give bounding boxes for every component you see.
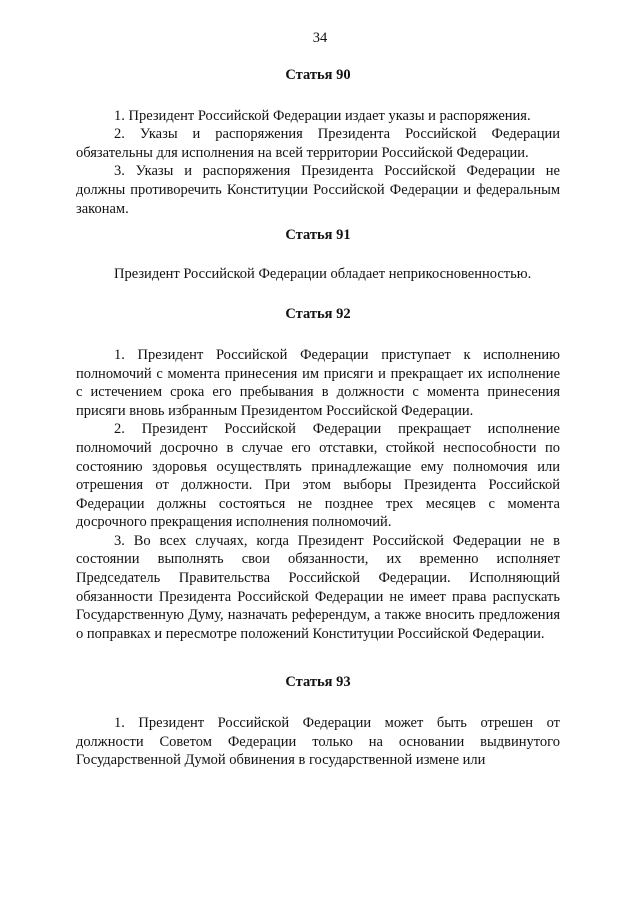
page-number: 34 xyxy=(312,30,328,46)
article-90-title: Статья 90 xyxy=(285,67,351,83)
article-90-paragraph-3: 3. Указы и распоряжения Президента Российской Федерации не должны противоречить Конституции Российской Федерации и федеральным законам. xyxy=(76,163,560,217)
document-body xyxy=(76,66,560,770)
article-93-title: Статья 93 xyxy=(285,674,351,691)
article-93-paragraph-1: 1. Президент Российской Федерации может быть отрешен от должности Советом Федерации только на основании выдвинутого Государственной Думой обвинения в государственной измене или xyxy=(76,715,560,769)
article-90-paragraph-2: 2. Указы и распоряжения Президента Российской Федерации обязательны для исполнения на всей территории Российской Федерации. xyxy=(76,126,560,161)
article-92-paragraph-2: 2. Президент Российской Федерации прекращает исполнение полномочий досрочно в случае его отставки, стойкой неспособности по состоянию здоровья осуществлять принадлежащие ему полномочия или отрешения от должности. При этом выборы Президента Российской Федерации должны состояться не позднее трех месяцев с момента досрочного прекращения исполнения полномочий. xyxy=(76,421,560,531)
article-91-title: Статья 91 xyxy=(285,227,351,244)
article-92-paragraph-1: 1. Президент Российской Федерации приступает к исполнению полномочий с момента принесения им присяги и прекращает их исполнение с истечением срока его пребывания в должности с момента принесения присяги вновь избранным Президентом Российской Федерации. xyxy=(76,346,560,419)
article-90-paragraph-1: 1. Президент Российской Федерации издает указы и распоряжения. xyxy=(114,107,531,124)
article-91-paragraph-1: Президент Российской Федерации обладает неприкосновенностью. xyxy=(114,265,532,282)
article-92-paragraph-3: 3. Во всех случаях, когда Президент Российской Федерации не в состоянии выполнять свои обязанности, их временно исполняет Председатель Правительства Российской Федерации. Исполняющий обязанности Президента Российской Федерации не имеет права распускать Государственную Думу, назначать референдум, а также вносить предложения о поправках и пересмотре положений Конституции Российской Федерации. xyxy=(76,532,560,642)
article-92-title: Статья 92 xyxy=(285,306,351,323)
